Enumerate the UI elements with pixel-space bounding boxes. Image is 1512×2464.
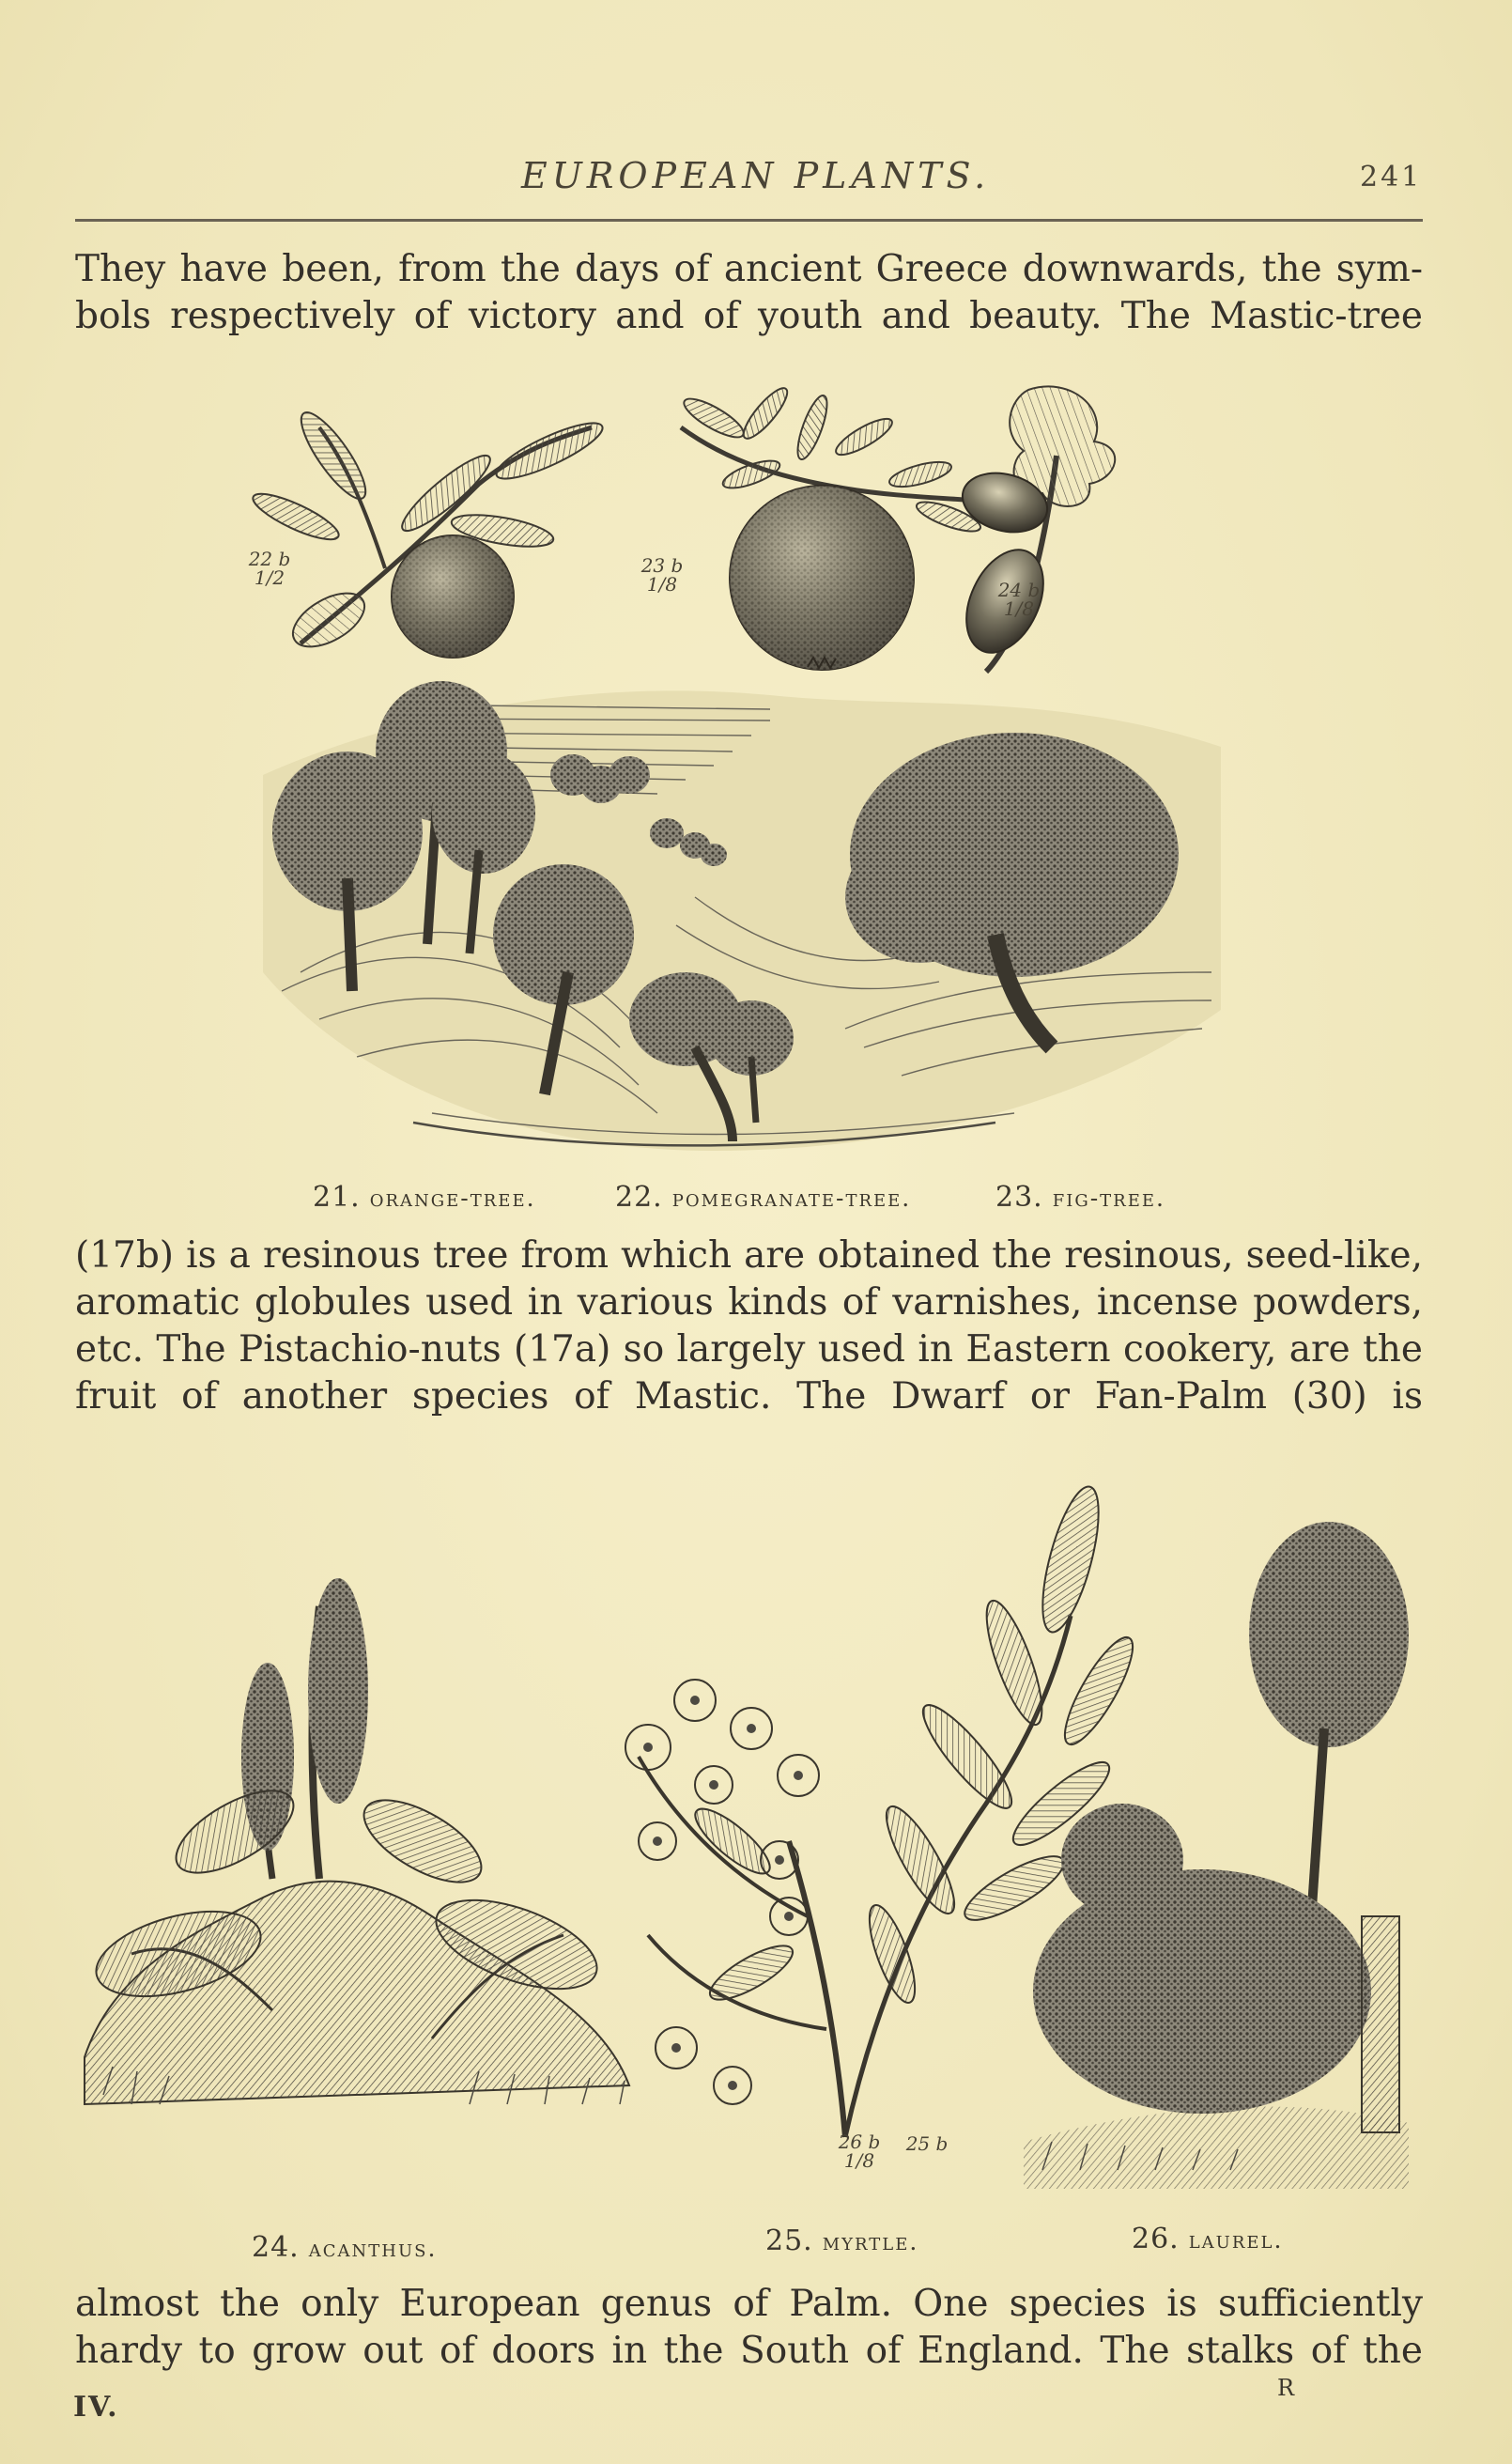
scale-mark-25b: 25 b — [905, 2132, 949, 2155]
sheet-mark: R — [1277, 2375, 1297, 2401]
pomegranate-branch-illustration — [679, 383, 995, 670]
text-line: bols respectively of victory and of youth and beauty. The Mastic-tree — [75, 295, 1423, 337]
text-line: (17b) is a resinous tree from which are obtained the resinous, seed-like, — [75, 1234, 1423, 1277]
caption-pomegranate-tree: 22. pomegranate-tree. — [615, 1181, 912, 1214]
caption-fig-tree: 23. fig-tree. — [995, 1181, 1165, 1214]
paragraph-bottom — [75, 2281, 1423, 2375]
running-head — [0, 155, 1512, 211]
header-rule — [75, 219, 1423, 222]
scale-mark-22b: 22 b 1/2 — [248, 548, 291, 589]
laurel-illustration — [1024, 1522, 1409, 2189]
acanthus-illustration — [85, 1578, 629, 2104]
page-number: 241 — [1360, 161, 1423, 194]
caption-myrtle: 25. myrtle. — [765, 2224, 919, 2257]
scale-mark-23b: 23 b 1/8 — [640, 554, 684, 596]
figure-acanthus-myrtle-laurel — [75, 1447, 1427, 2217]
text-line: aromatic globules used in various kinds of varnishes, incense powders, — [75, 1281, 1423, 1324]
signature-mark: IV. — [73, 2391, 119, 2424]
running-title: EUROPEAN PLANTS. — [521, 155, 991, 196]
figure-fruits-landscape — [244, 371, 1240, 1174]
caption-laurel: 26. laurel. — [1132, 2223, 1284, 2255]
text-line: etc. The Pistachio-nuts (17a) so largely used in Eastern cookery, are the — [75, 1328, 1423, 1371]
paragraph-top — [75, 246, 1423, 340]
landscape-illustration — [263, 681, 1221, 1151]
paragraph-middle — [75, 1232, 1423, 1420]
orange-branch-illustration — [248, 405, 608, 658]
caption-acanthus: 24. acanthus. — [252, 2231, 438, 2264]
text-line: hardy to grow out of doors in the South of England. The stalks of the — [75, 2330, 1423, 2372]
text-line: They have been, from the days of ancient Greece downwards, the sym- — [75, 248, 1423, 290]
text-line: almost the only European genus of Palm. One species is sufficiently — [75, 2283, 1423, 2325]
scale-mark-26b: 26 b 1/8 — [838, 2131, 881, 2172]
scale-mark-24b: 24 b 1/8 — [997, 579, 1041, 620]
caption-orange-tree: 21. orange-tree. — [313, 1181, 536, 1214]
text-line: fruit of another species of Mastic. The Dwarf or Fan-Palm (30) is — [75, 1375, 1423, 1418]
